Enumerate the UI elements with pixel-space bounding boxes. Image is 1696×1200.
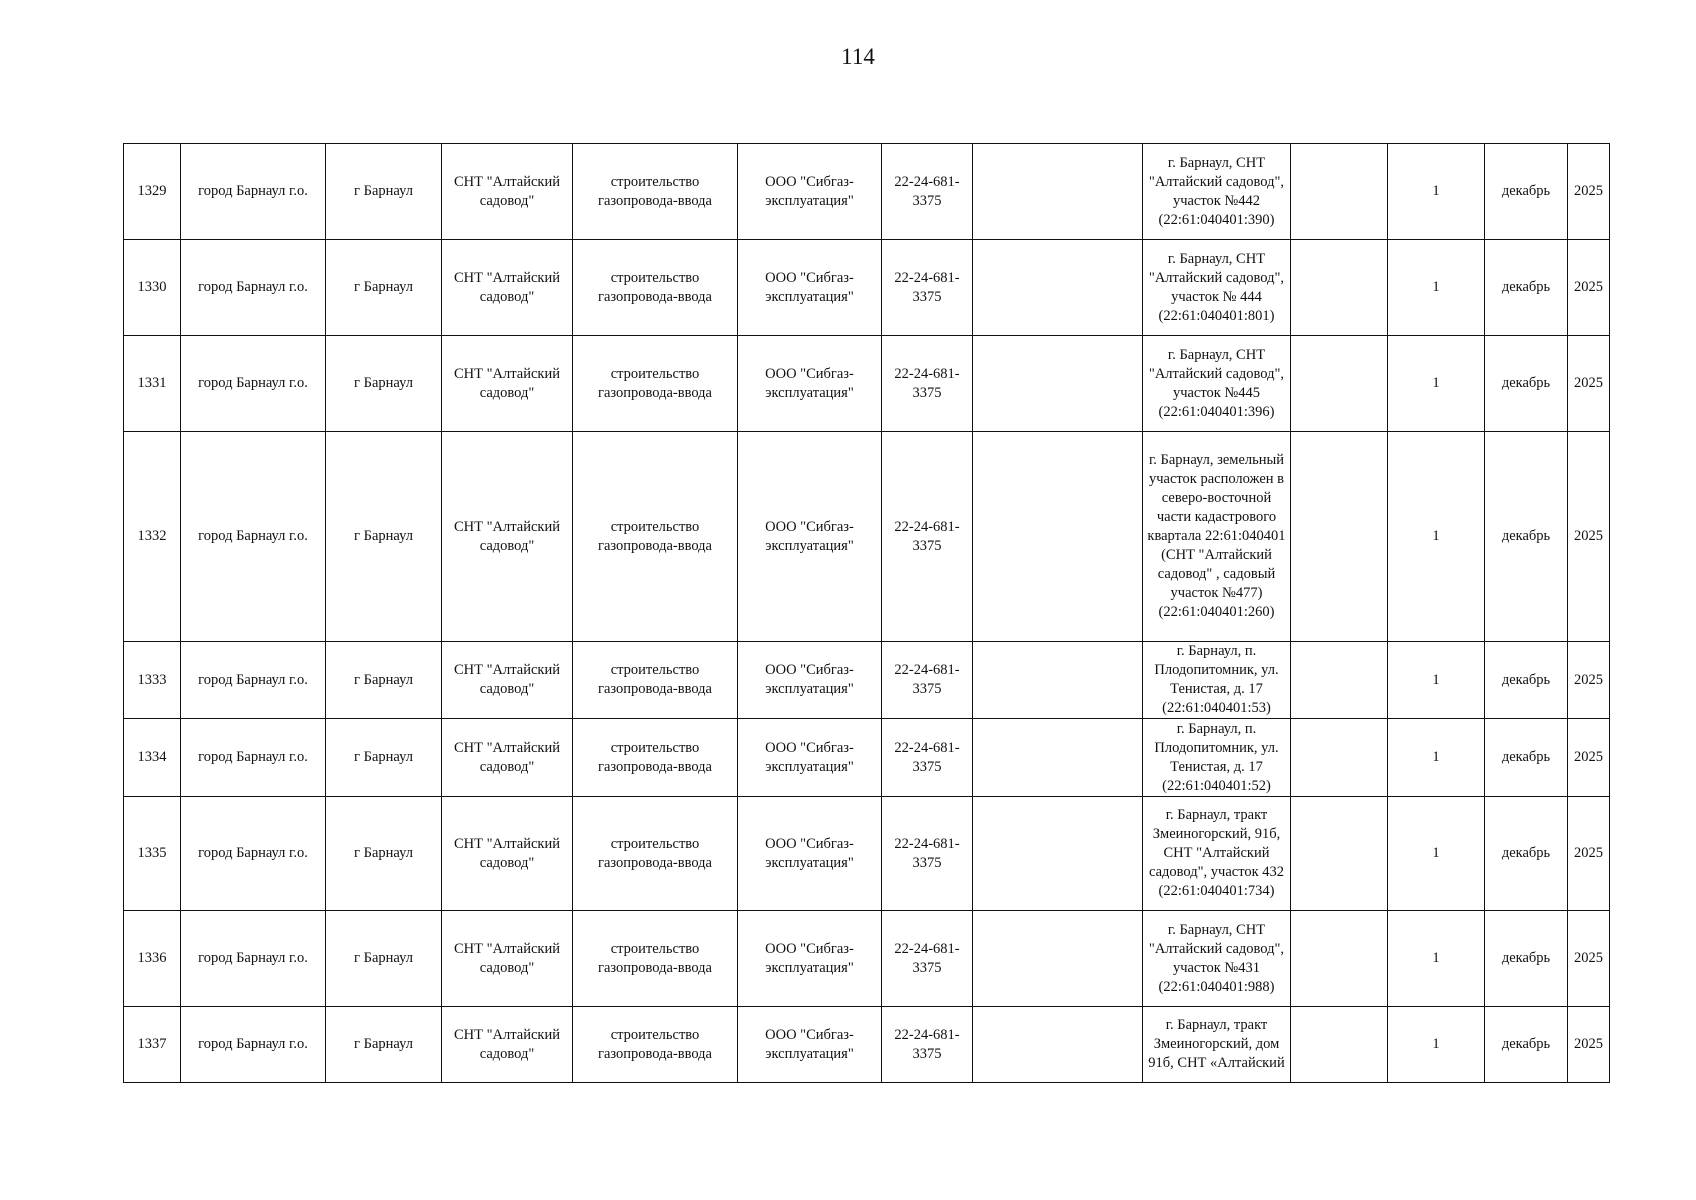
cell-row-number: 1335 bbox=[124, 797, 181, 911]
cell-empty bbox=[973, 797, 1143, 911]
cell-address: г. Барнаул, СНТ "Алтайский садовод", участок №445 (22:61:040401:396) bbox=[1143, 336, 1291, 432]
cell-operator: ООО "Сибгаз-эксплуатация" bbox=[738, 336, 882, 432]
cell-settlement: г Барнаул bbox=[326, 797, 442, 911]
cell-row-number: 1334 bbox=[124, 719, 181, 797]
cell-empty bbox=[1291, 240, 1388, 336]
cell-quantity: 1 bbox=[1388, 240, 1485, 336]
cell-year: 2025 bbox=[1568, 144, 1610, 240]
cell-applicant: СНТ "Алтайский садовод" bbox=[442, 432, 573, 642]
cell-applicant: СНТ "Алтайский садовод" bbox=[442, 240, 573, 336]
cell-operator: ООО "Сибгаз-эксплуатация" bbox=[738, 797, 882, 911]
cell-quantity: 1 bbox=[1388, 719, 1485, 797]
cell-operator: ООО "Сибгаз-эксплуатация" bbox=[738, 642, 882, 719]
cell-month: декабрь bbox=[1485, 911, 1568, 1007]
cell-application-number: 22-24-681-3375 bbox=[882, 911, 973, 1007]
cell-work-type: строительство газопровода-ввода bbox=[573, 642, 738, 719]
cell-address: г. Барнаул, земельный участок расположен в северо-восточной части кадастрового квартала 22:61:040401 (СНТ "Алтайский садовод" , садовый участок №477) (22:61:040401:260) bbox=[1143, 432, 1291, 642]
cell-application-number: 22-24-681-3375 bbox=[882, 797, 973, 911]
table-row bbox=[124, 240, 1610, 336]
cell-month: декабрь bbox=[1485, 1007, 1568, 1083]
cell-quantity: 1 bbox=[1388, 642, 1485, 719]
cell-quantity: 1 bbox=[1388, 432, 1485, 642]
cell-empty bbox=[1291, 911, 1388, 1007]
cell-address: г. Барнаул, п. Плодопитомник, ул. Тенистая, д. 17 (22:61:040401:53) bbox=[1143, 642, 1291, 719]
cell-empty bbox=[973, 144, 1143, 240]
page-number: 114 bbox=[841, 44, 875, 69]
cell-row-number: 1330 bbox=[124, 240, 181, 336]
cell-municipality: город Барнаул г.о. bbox=[181, 911, 326, 1007]
table-row bbox=[124, 642, 1610, 719]
cell-year: 2025 bbox=[1568, 642, 1610, 719]
cell-application-number: 22-24-681-3375 bbox=[882, 719, 973, 797]
cell-municipality: город Барнаул г.о. bbox=[181, 719, 326, 797]
cell-applicant: СНТ "Алтайский садовод" bbox=[442, 144, 573, 240]
cell-settlement: г Барнаул bbox=[326, 719, 442, 797]
cell-applicant: СНТ "Алтайский садовод" bbox=[442, 797, 573, 911]
cell-operator: ООО "Сибгаз-эксплуатация" bbox=[738, 240, 882, 336]
cell-municipality: город Барнаул г.о. bbox=[181, 1007, 326, 1083]
cell-empty bbox=[973, 240, 1143, 336]
cell-empty bbox=[1291, 797, 1388, 911]
table-row bbox=[124, 336, 1610, 432]
cell-empty bbox=[973, 336, 1143, 432]
cell-operator: ООО "Сибгаз-эксплуатация" bbox=[738, 144, 882, 240]
cell-application-number: 22-24-681-3375 bbox=[882, 432, 973, 642]
cell-operator: ООО "Сибгаз-эксплуатация" bbox=[738, 432, 882, 642]
cell-municipality: город Барнаул г.о. bbox=[181, 432, 326, 642]
cell-municipality: город Барнаул г.о. bbox=[181, 336, 326, 432]
cell-year: 2025 bbox=[1568, 432, 1610, 642]
cell-row-number: 1333 bbox=[124, 642, 181, 719]
cell-address: г. Барнаул, СНТ "Алтайский садовод", участок № 444 (22:61:040401:801) bbox=[1143, 240, 1291, 336]
cell-work-type: строительство газопровода-ввода bbox=[573, 719, 738, 797]
cell-year: 2025 bbox=[1568, 336, 1610, 432]
cell-month: декабрь bbox=[1485, 432, 1568, 642]
cell-application-number: 22-24-681-3375 bbox=[882, 1007, 973, 1083]
table-row bbox=[124, 797, 1610, 911]
cell-empty bbox=[1291, 719, 1388, 797]
cell-empty bbox=[973, 719, 1143, 797]
cell-row-number: 1337 bbox=[124, 1007, 181, 1083]
table-row bbox=[124, 719, 1610, 797]
cell-application-number: 22-24-681-3375 bbox=[882, 144, 973, 240]
cell-work-type: строительство газопровода-ввода bbox=[573, 1007, 738, 1083]
cell-year: 2025 bbox=[1568, 1007, 1610, 1083]
cell-quantity: 1 bbox=[1388, 336, 1485, 432]
cell-address: г. Барнаул, тракт Змеиногорский, дом 91б, СНТ «Алтайский bbox=[1143, 1007, 1291, 1083]
table-row bbox=[124, 911, 1610, 1007]
cell-empty bbox=[1291, 336, 1388, 432]
cell-application-number: 22-24-681-3375 bbox=[882, 642, 973, 719]
cell-quantity: 1 bbox=[1388, 911, 1485, 1007]
cell-work-type: строительство газопровода-ввода bbox=[573, 911, 738, 1007]
cell-work-type: строительство газопровода-ввода bbox=[573, 797, 738, 911]
cell-month: декабрь bbox=[1485, 797, 1568, 911]
cell-work-type: строительство газопровода-ввода bbox=[573, 336, 738, 432]
cell-row-number: 1336 bbox=[124, 911, 181, 1007]
table-row bbox=[124, 144, 1610, 240]
cell-empty bbox=[1291, 432, 1388, 642]
cell-quantity: 1 bbox=[1388, 144, 1485, 240]
cell-settlement: г Барнаул bbox=[326, 144, 442, 240]
cell-applicant: СНТ "Алтайский садовод" bbox=[442, 336, 573, 432]
cell-year: 2025 bbox=[1568, 797, 1610, 911]
cell-empty bbox=[973, 911, 1143, 1007]
cell-empty bbox=[1291, 144, 1388, 240]
cell-year: 2025 bbox=[1568, 719, 1610, 797]
cell-empty bbox=[973, 1007, 1143, 1083]
table-row bbox=[124, 1007, 1610, 1083]
cell-operator: ООО "Сибгаз-эксплуатация" bbox=[738, 911, 882, 1007]
cell-month: декабрь bbox=[1485, 719, 1568, 797]
cell-work-type: строительство газопровода-ввода bbox=[573, 432, 738, 642]
cell-settlement: г Барнаул bbox=[326, 642, 442, 719]
cell-municipality: город Барнаул г.о. bbox=[181, 144, 326, 240]
table-row bbox=[124, 432, 1610, 642]
cell-month: декабрь bbox=[1485, 144, 1568, 240]
cell-applicant: СНТ "Алтайский садовод" bbox=[442, 642, 573, 719]
cell-settlement: г Барнаул bbox=[326, 911, 442, 1007]
cell-address: г. Барнаул, СНТ "Алтайский садовод", участок №431 (22:61:040401:988) bbox=[1143, 911, 1291, 1007]
cell-operator: ООО "Сибгаз-эксплуатация" bbox=[738, 1007, 882, 1083]
cell-month: декабрь bbox=[1485, 642, 1568, 719]
cell-applicant: СНТ "Алтайский садовод" bbox=[442, 1007, 573, 1083]
cell-applicant: СНТ "Алтайский садовод" bbox=[442, 911, 573, 1007]
cell-month: декабрь bbox=[1485, 240, 1568, 336]
gas-connection-table bbox=[123, 143, 1610, 1083]
cell-work-type: строительство газопровода-ввода bbox=[573, 240, 738, 336]
cell-operator: ООО "Сибгаз-эксплуатация" bbox=[738, 719, 882, 797]
cell-row-number: 1331 bbox=[124, 336, 181, 432]
cell-application-number: 22-24-681-3375 bbox=[882, 240, 973, 336]
cell-empty bbox=[1291, 642, 1388, 719]
cell-settlement: г Барнаул bbox=[326, 1007, 442, 1083]
cell-application-number: 22-24-681-3375 bbox=[882, 336, 973, 432]
cell-empty bbox=[973, 642, 1143, 719]
cell-applicant: СНТ "Алтайский садовод" bbox=[442, 719, 573, 797]
cell-quantity: 1 bbox=[1388, 797, 1485, 911]
cell-empty bbox=[973, 432, 1143, 642]
cell-year: 2025 bbox=[1568, 240, 1610, 336]
cell-address: г. Барнаул, СНТ "Алтайский садовод", участок №442 (22:61:040401:390) bbox=[1143, 144, 1291, 240]
cell-settlement: г Барнаул bbox=[326, 432, 442, 642]
cell-quantity: 1 bbox=[1388, 1007, 1485, 1083]
cell-settlement: г Барнаул bbox=[326, 336, 442, 432]
cell-address: г. Барнаул, п. Плодопитомник, ул. Тенистая, д. 17 (22:61:040401:52) bbox=[1143, 719, 1291, 797]
cell-settlement: г Барнаул bbox=[326, 240, 442, 336]
cell-row-number: 1329 bbox=[124, 144, 181, 240]
cell-municipality: город Барнаул г.о. bbox=[181, 240, 326, 336]
cell-address: г. Барнаул, тракт Змеиногорский, 91б, СНТ "Алтайский садовод", участок 432 (22:61:040401:734) bbox=[1143, 797, 1291, 911]
cell-work-type: строительство газопровода-ввода bbox=[573, 144, 738, 240]
cell-month: декабрь bbox=[1485, 336, 1568, 432]
cell-year: 2025 bbox=[1568, 911, 1610, 1007]
cell-municipality: город Барнаул г.о. bbox=[181, 797, 326, 911]
cell-row-number: 1332 bbox=[124, 432, 181, 642]
cell-empty bbox=[1291, 1007, 1388, 1083]
cell-municipality: город Барнаул г.о. bbox=[181, 642, 326, 719]
